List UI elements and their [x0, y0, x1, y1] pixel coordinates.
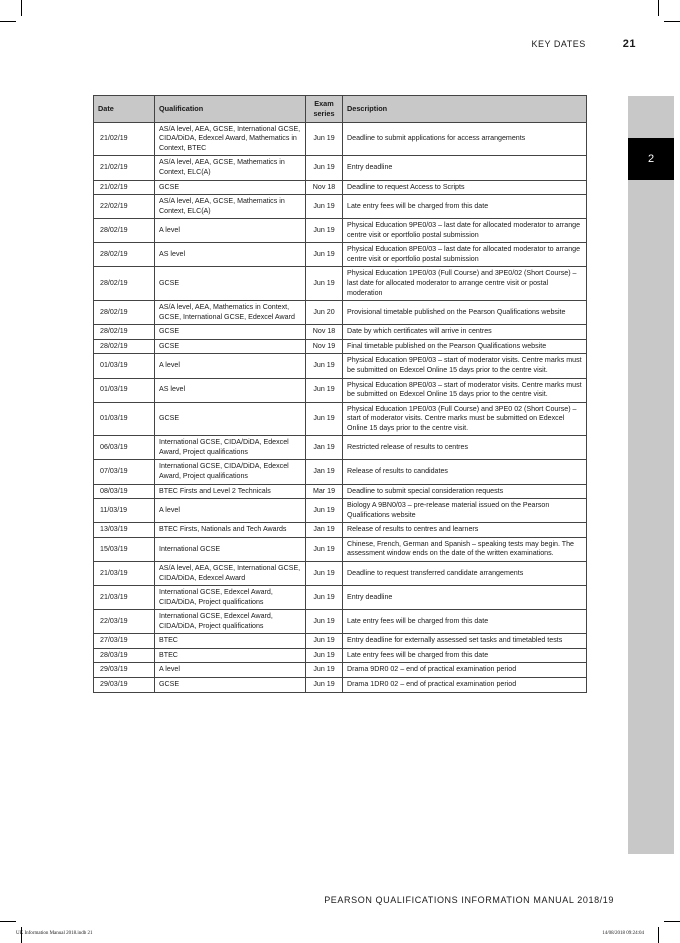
- table-row: [94, 267, 587, 301]
- cell-exam-series: Jun 19: [306, 648, 343, 663]
- cell-exam-series: Jun 19: [306, 122, 343, 156]
- key-dates-table: [93, 95, 587, 693]
- cell-date: 29/03/19: [94, 663, 155, 678]
- cell-exam-series: Jun 20: [306, 301, 343, 325]
- cell-qualification: International GCSE, CIDA/DiDA, Edexcel Award, Project qualifications: [155, 460, 306, 484]
- cell-exam-series: Jun 19: [306, 561, 343, 585]
- cell-description: Physical Education 1PE0/03 (Full Course) and 3PE0 02 (Short Course) – start of moderator visits. Centre marks must be submitted on Edexcel Online 15 days prior to the centre visit.: [343, 402, 587, 436]
- cell-qualification: A level: [155, 499, 306, 523]
- table-row: [94, 634, 587, 649]
- cell-date: 28/03/19: [94, 648, 155, 663]
- cell-description: Provisional timetable published on the Pearson Qualifications website: [343, 301, 587, 325]
- cell-exam-series: Jan 19: [306, 436, 343, 460]
- cell-exam-series: Jun 19: [306, 402, 343, 436]
- cell-exam-series: Jun 19: [306, 678, 343, 693]
- crop-mark: [21, 0, 22, 16]
- cell-date: 07/03/19: [94, 460, 155, 484]
- cell-description: Late entry fees will be charged from this date: [343, 195, 587, 219]
- table-row: [94, 499, 587, 523]
- side-tab-bar: [628, 96, 674, 854]
- cell-qualification: AS/A level, AEA, GCSE, International GCSE, CIDA/DiDA, Edexcel Award, Mathematics in Context, BTEC: [155, 122, 306, 156]
- column-header-qualification: Qualification: [155, 96, 306, 123]
- cell-exam-series: Nov 18: [306, 325, 343, 340]
- column-header-exam-series: Exam series: [306, 96, 343, 123]
- cell-description: Deadline to request transferred candidate arrangements: [343, 561, 587, 585]
- cell-exam-series: Jun 19: [306, 195, 343, 219]
- cell-exam-series: Jun 19: [306, 610, 343, 634]
- cell-description: Physical Education 8PE0/03 – start of moderator visits. Centre marks must be submitted on Edexcel Online 15 days prior to the centre visit.: [343, 378, 587, 402]
- cell-description: Drama 9DR0 02 – end of practical examination period: [343, 663, 587, 678]
- cell-date: 29/03/19: [94, 678, 155, 693]
- table-row: [94, 243, 587, 267]
- table-row: [94, 436, 587, 460]
- cell-exam-series: Jun 19: [306, 267, 343, 301]
- cell-date: 28/02/19: [94, 325, 155, 340]
- cell-description: Chinese, French, German and Spanish – speaking tests may begin. The assessment window ends on the date of the written examinations.: [343, 537, 587, 561]
- table-row: [94, 484, 587, 499]
- cell-description: Restricted release of results to centres: [343, 436, 587, 460]
- cell-date: 22/02/19: [94, 195, 155, 219]
- table-row: [94, 460, 587, 484]
- cell-date: 28/02/19: [94, 339, 155, 354]
- table-header-row: [94, 96, 587, 123]
- cell-qualification: International GCSE, Edexcel Award, CIDA/DiDA, Project qualifications: [155, 610, 306, 634]
- crop-mark: [658, 0, 659, 16]
- cell-date: 08/03/19: [94, 484, 155, 499]
- print-file-info: UK Information Manual 2018.indb 21: [16, 931, 93, 936]
- cell-qualification: GCSE: [155, 402, 306, 436]
- cell-exam-series: Jan 19: [306, 460, 343, 484]
- page-number: 21: [622, 38, 636, 50]
- cell-exam-series: Mar 19: [306, 484, 343, 499]
- table-row: [94, 122, 587, 156]
- cell-date: 28/02/19: [94, 301, 155, 325]
- cell-description: Physical Education 9PE0/03 – last date for allocated moderator to arrange centre visit or eportfolio postal submission: [343, 219, 587, 243]
- table-row: [94, 195, 587, 219]
- cell-date: 21/03/19: [94, 586, 155, 610]
- cell-qualification: AS/A level, AEA, GCSE, Mathematics in Context, ELC(A): [155, 156, 306, 180]
- cell-description: Late entry fees will be charged from this date: [343, 610, 587, 634]
- crop-mark: [0, 921, 16, 922]
- table-row: [94, 678, 587, 693]
- cell-description: Release of results to candidates: [343, 460, 587, 484]
- cell-qualification: A level: [155, 354, 306, 378]
- cell-exam-series: Jun 19: [306, 378, 343, 402]
- cell-description: Final timetable published on the Pearson Qualifications website: [343, 339, 587, 354]
- table-row: [94, 537, 587, 561]
- cell-qualification: GCSE: [155, 180, 306, 195]
- cell-exam-series: Nov 19: [306, 339, 343, 354]
- cell-date: 28/02/19: [94, 267, 155, 301]
- cell-description: Physical Education 8PE0/03 – last date for allocated moderator to arrange centre visit or eportfolio postal submission: [343, 243, 587, 267]
- table-row: [94, 180, 587, 195]
- cell-date: 21/02/19: [94, 122, 155, 156]
- cell-exam-series: Nov 18: [306, 180, 343, 195]
- chapter-tab: 2: [628, 138, 674, 180]
- cell-exam-series: Jun 19: [306, 219, 343, 243]
- cell-date: 11/03/19: [94, 499, 155, 523]
- column-header-description: Description: [343, 96, 587, 123]
- table-row: [94, 561, 587, 585]
- table-row: [94, 156, 587, 180]
- table-row: [94, 339, 587, 354]
- cell-exam-series: Jun 19: [306, 663, 343, 678]
- crop-mark: [664, 921, 680, 922]
- cell-description: Late entry fees will be charged from this date: [343, 648, 587, 663]
- table-row: [94, 610, 587, 634]
- cell-description: Drama 1DR0 02 – end of practical examination period: [343, 678, 587, 693]
- cell-description: Biology A 9BN0/03 – pre-release material issued on the Pearson Qualifications website: [343, 499, 587, 523]
- cell-qualification: A level: [155, 663, 306, 678]
- table-row: [94, 523, 587, 538]
- cell-description: Deadline to submit applications for access arrangements: [343, 122, 587, 156]
- table-row: [94, 663, 587, 678]
- cell-qualification: GCSE: [155, 325, 306, 340]
- table-row: [94, 586, 587, 610]
- cell-exam-series: Jun 19: [306, 586, 343, 610]
- cell-exam-series: Jun 19: [306, 243, 343, 267]
- cell-exam-series: Jan 19: [306, 523, 343, 538]
- cell-date: 27/03/19: [94, 634, 155, 649]
- cell-qualification: International GCSE, CIDA/DiDA, Edexcel Award, Project qualifications: [155, 436, 306, 460]
- section-title: KEY DATES: [531, 39, 586, 49]
- cell-qualification: International GCSE: [155, 537, 306, 561]
- cell-qualification: GCSE: [155, 267, 306, 301]
- page-footer: PEARSON QUALIFICATIONS INFORMATION MANUAL 2018/19: [324, 895, 614, 905]
- cell-description: Deadline to submit special consideration requests: [343, 484, 587, 499]
- cell-description: Date by which certificates will arrive in centres: [343, 325, 587, 340]
- table-row: [94, 648, 587, 663]
- cell-exam-series: Jun 19: [306, 537, 343, 561]
- cell-date: 21/02/19: [94, 156, 155, 180]
- table-row: [94, 354, 587, 378]
- cell-date: 21/03/19: [94, 561, 155, 585]
- cell-qualification: AS level: [155, 243, 306, 267]
- cell-date: 21/02/19: [94, 180, 155, 195]
- cell-date: 22/03/19: [94, 610, 155, 634]
- crop-mark: [664, 21, 680, 22]
- cell-description: Release of results to centres and learners: [343, 523, 587, 538]
- cell-date: 28/02/19: [94, 243, 155, 267]
- cell-qualification: BTEC Firsts, Nationals and Tech Awards: [155, 523, 306, 538]
- cell-description: Deadline to request Access to Scripts: [343, 180, 587, 195]
- cell-qualification: A level: [155, 219, 306, 243]
- crop-mark: [0, 21, 16, 22]
- cell-date: 01/03/19: [94, 354, 155, 378]
- cell-qualification: GCSE: [155, 678, 306, 693]
- table-row: [94, 219, 587, 243]
- cell-qualification: AS/A level, AEA, GCSE, Mathematics in Context, ELC(A): [155, 195, 306, 219]
- cell-description: Entry deadline for externally assessed set tasks and timetabled tests: [343, 634, 587, 649]
- cell-date: 06/03/19: [94, 436, 155, 460]
- table-row: [94, 402, 587, 436]
- table-row: [94, 325, 587, 340]
- cell-date: 28/02/19: [94, 219, 155, 243]
- cell-qualification: AS/A level, AEA, GCSE, International GCSE, CIDA/DiDA, Edexcel Award: [155, 561, 306, 585]
- cell-qualification: GCSE: [155, 339, 306, 354]
- cell-exam-series: Jun 19: [306, 156, 343, 180]
- table-row: [94, 301, 587, 325]
- cell-description: Physical Education 9PE0/03 – start of moderator visits. Centre marks must be submitted on Edexcel Online 15 days prior to the centre visit.: [343, 354, 587, 378]
- cell-date: 13/03/19: [94, 523, 155, 538]
- cell-exam-series: Jun 19: [306, 634, 343, 649]
- cell-qualification: AS level: [155, 378, 306, 402]
- column-header-date: Date: [94, 96, 155, 123]
- cell-date: 15/03/19: [94, 537, 155, 561]
- cell-qualification: BTEC: [155, 634, 306, 649]
- cell-date: 01/03/19: [94, 402, 155, 436]
- crop-mark: [658, 927, 659, 943]
- running-header: [532, 38, 636, 50]
- cell-qualification: International GCSE, Edexcel Award, CIDA/DiDA, Project qualifications: [155, 586, 306, 610]
- print-timestamp: 14/08/2018 09:24:04: [602, 931, 644, 936]
- cell-qualification: AS/A level, AEA, Mathematics in Context, GCSE, International GCSE, Edexcel Award: [155, 301, 306, 325]
- cell-qualification: BTEC Firsts and Level 2 Technicals: [155, 484, 306, 499]
- table-row: [94, 378, 587, 402]
- cell-qualification: BTEC: [155, 648, 306, 663]
- cell-date: 01/03/19: [94, 378, 155, 402]
- cell-description: Entry deadline: [343, 586, 587, 610]
- cell-description: Entry deadline: [343, 156, 587, 180]
- cell-exam-series: Jun 19: [306, 499, 343, 523]
- cell-description: Physical Education 1PE0/03 (Full Course) and 3PE0/02 (Short Course) – last date for allocated moderator to arrange centre visit or postal moderation: [343, 267, 587, 301]
- cell-exam-series: Jun 19: [306, 354, 343, 378]
